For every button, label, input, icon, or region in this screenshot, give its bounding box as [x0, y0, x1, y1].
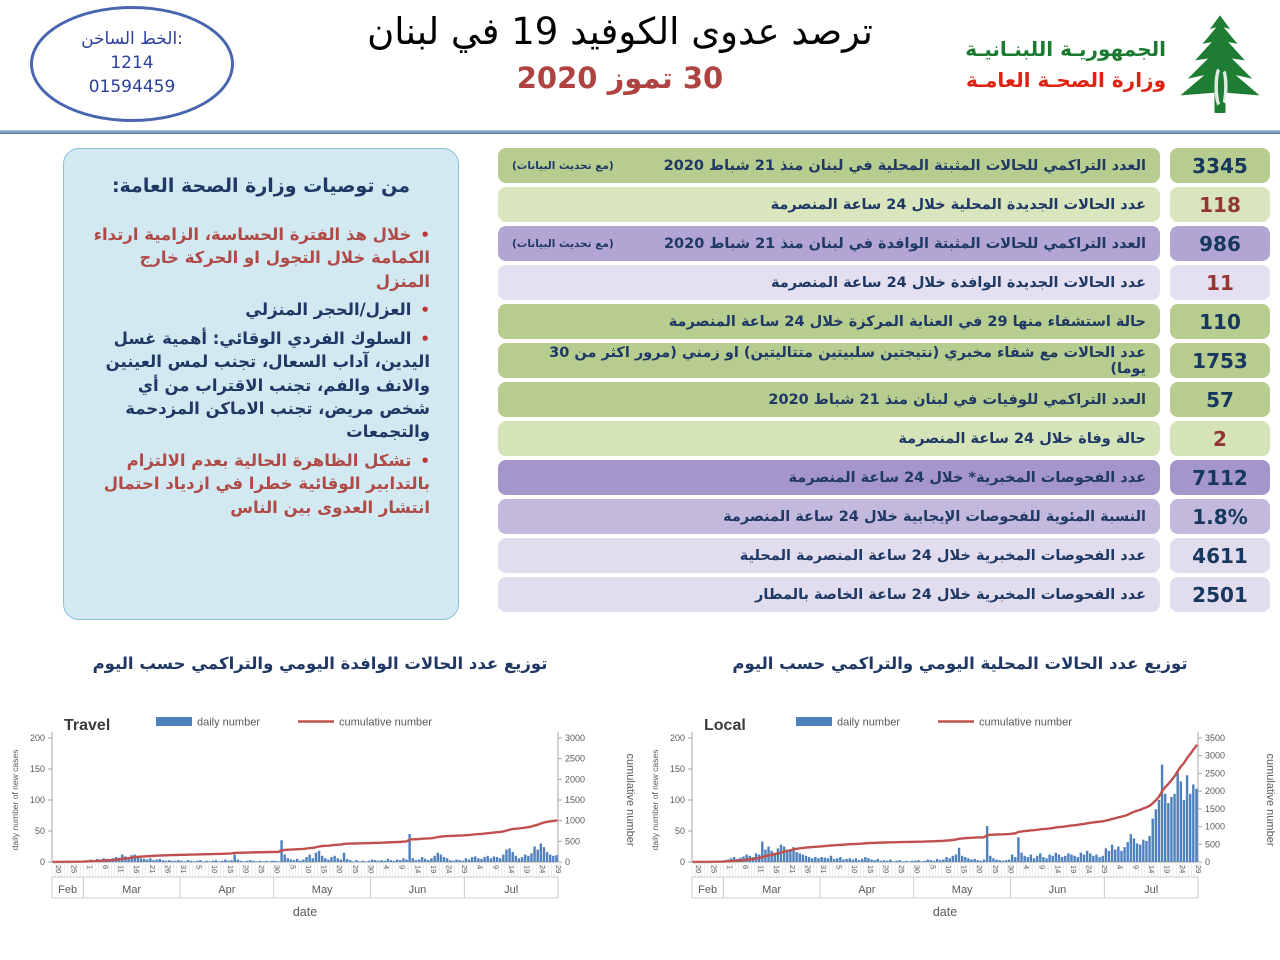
recommendations-list — [86, 223, 436, 519]
svg-text:11: 11 — [756, 865, 766, 873]
title-block — [290, 10, 950, 95]
recommendation-item: • تشكل الظاهرة الحالية بعدم الالتزام بالتدابير الوقائية خطرا في ازدياد احتمال انتشار العدوى بين الناس — [86, 449, 430, 519]
svg-text:21: 21 — [787, 865, 797, 874]
local-chart-svg — [646, 706, 1276, 950]
recommendations-heading: من توصيات وزارة الصحة العامة: — [111, 175, 411, 197]
svg-text:26: 26 — [803, 865, 813, 874]
svg-text:100: 100 — [29, 795, 45, 805]
svg-text:24: 24 — [1178, 865, 1188, 874]
svg-text:29: 29 — [1100, 865, 1110, 874]
svg-text:30: 30 — [912, 865, 922, 874]
svg-text:14: 14 — [1146, 865, 1156, 874]
ministry-name-line1: الجمهوريـة اللبنـانيـة — [965, 37, 1166, 61]
svg-text:daily number of new cases: daily number of new cases — [650, 749, 660, 851]
svg-text:Mar: Mar — [122, 884, 142, 896]
svg-text:24: 24 — [538, 865, 548, 874]
stats-row-value: 57 — [1170, 382, 1270, 417]
svg-text:May: May — [311, 884, 333, 896]
stats-row-value: 4611 — [1170, 538, 1270, 573]
svg-text:Mar: Mar — [762, 884, 782, 896]
svg-text:cumulative number: cumulative number — [979, 716, 1072, 729]
svg-text:20: 20 — [241, 865, 251, 874]
svg-text:cumulative number: cumulative number — [624, 753, 636, 847]
stats-row-value: 2 — [1170, 421, 1270, 456]
svg-text:0: 0 — [1205, 857, 1211, 867]
svg-text:24: 24 — [1084, 865, 1094, 874]
svg-text:15: 15 — [225, 865, 235, 874]
svg-text:26: 26 — [163, 865, 173, 874]
svg-text:11: 11 — [116, 865, 126, 873]
stats-row-value: 3345 — [1170, 148, 1270, 183]
svg-text:2500: 2500 — [1205, 768, 1226, 779]
svg-text:30: 30 — [272, 865, 282, 874]
svg-text:3000: 3000 — [565, 733, 586, 743]
recommendation-item: • السلوك الفردي الوقائي: أهمية غسل اليدين، آداب السعال، تجنب لمس العينين والانف والفم، تجنب الاقتراب من أي شخص مريض، تجنب الاماكن المزدحمة والتجمعات — [86, 327, 430, 444]
svg-text:5: 5 — [194, 865, 204, 870]
stats-row-label: عدد الحالات الجديدة الوافدة خلال 24 ساعة المنصرمة — [498, 265, 1160, 300]
svg-text:daily number of new cases: daily number of new cases — [10, 749, 20, 851]
stats-row — [498, 148, 1270, 183]
svg-text:9: 9 — [491, 865, 501, 870]
svg-text:19: 19 — [428, 865, 438, 874]
svg-text:Travel: Travel — [64, 717, 111, 734]
recommendations-box — [63, 148, 459, 620]
svg-text:3000: 3000 — [1205, 750, 1226, 761]
svg-text:Apr: Apr — [858, 884, 876, 896]
hotline-box — [30, 6, 234, 122]
stats-row — [498, 499, 1270, 534]
stats-row — [498, 382, 1270, 417]
svg-text:16: 16 — [772, 865, 782, 874]
svg-text:50: 50 — [674, 826, 685, 836]
svg-text:Jul: Jul — [504, 884, 519, 896]
svg-text:10: 10 — [850, 865, 860, 874]
svg-text:May: May — [951, 884, 973, 896]
svg-text:19: 19 — [522, 865, 532, 874]
svg-text:25: 25 — [990, 865, 1000, 874]
svg-text:3500: 3500 — [1205, 733, 1226, 743]
svg-text:0: 0 — [679, 857, 685, 867]
stats-row-value: 2501 — [1170, 577, 1270, 612]
svg-text:20: 20 — [335, 865, 345, 874]
svg-text:1: 1 — [85, 865, 95, 870]
svg-text:20: 20 — [881, 865, 891, 874]
svg-text:6: 6 — [100, 865, 110, 870]
svg-text:0: 0 — [39, 857, 45, 867]
stats-row — [498, 538, 1270, 573]
stats-row-label: عدد الفحوصات المخبرية* خلال 24 ساعة المنصرمة — [498, 460, 1160, 495]
svg-text:50: 50 — [34, 826, 45, 836]
svg-text:10: 10 — [210, 865, 220, 874]
svg-text:20: 20 — [694, 865, 704, 874]
svg-text:19: 19 — [1068, 865, 1078, 874]
stats-row-label: عدد الفحوصات المخبرية خلال 24 ساعة الخاصة بالمطار — [498, 577, 1160, 612]
local-chart — [646, 706, 1276, 950]
stats-row — [498, 577, 1270, 612]
svg-text:25: 25 — [69, 865, 79, 874]
svg-text:500: 500 — [1205, 839, 1221, 850]
svg-text:0: 0 — [565, 857, 571, 867]
stats-row-value: 7112 — [1170, 460, 1270, 495]
stats-row-label: العدد التراكمي للوفيات في لبنان منذ 21 شباط 2020 — [498, 382, 1160, 417]
svg-text:16: 16 — [132, 865, 142, 874]
svg-text:30: 30 — [1006, 865, 1016, 874]
stats-row-value: 118 — [1170, 187, 1270, 222]
svg-text:25: 25 — [897, 865, 907, 874]
svg-text:29: 29 — [553, 865, 563, 874]
svg-text:1500: 1500 — [565, 795, 586, 805]
svg-text:1000: 1000 — [1205, 821, 1226, 832]
svg-text:5: 5 — [834, 865, 844, 870]
stats-row-label: العدد التراكمي للحالات المثبتة المحلية في لبنان منذ 21 شباط 2020 (مع تحديث البيانات) — [498, 148, 1160, 183]
stats-row — [498, 460, 1270, 495]
svg-text:14: 14 — [413, 865, 423, 874]
svg-text:25: 25 — [257, 865, 267, 874]
ministry-name-line2: وزارة الصحـة العامـة — [965, 68, 1166, 92]
ministry-logo-block — [965, 12, 1266, 118]
svg-text:10: 10 — [943, 865, 953, 874]
svg-text:Jun: Jun — [1048, 884, 1067, 896]
header-divider — [0, 130, 1280, 134]
local-chart-title-ar: توزيع عدد الحالات المحلية اليومي والتراكمي حسب اليوم — [732, 654, 1188, 673]
svg-text:500: 500 — [565, 836, 581, 847]
stats-row-label: العدد التراكمي للحالات المثبتة الوافدة في لبنان منذ 21 شباط 2020 (مع تحديث البيانات) — [498, 226, 1160, 261]
svg-text:Apr: Apr — [218, 884, 236, 896]
svg-text:30: 30 — [366, 865, 376, 874]
svg-text:1000: 1000 — [565, 815, 586, 826]
recommendation-item: • العزل/الحجر المنزلي — [86, 298, 430, 321]
hotline-number-long: 01594459 — [88, 76, 176, 97]
svg-text:2500: 2500 — [565, 753, 586, 764]
svg-text:100: 100 — [669, 795, 685, 805]
stats-row-value: 1.8% — [1170, 499, 1270, 534]
svg-text:daily number: daily number — [837, 716, 900, 729]
svg-text:15: 15 — [319, 865, 329, 874]
svg-text:date: date — [292, 905, 318, 919]
svg-text:14: 14 — [1053, 865, 1063, 874]
stats-row — [498, 226, 1270, 261]
svg-text:1500: 1500 — [1205, 803, 1226, 814]
svg-text:29: 29 — [460, 865, 470, 874]
travel-chart — [6, 706, 636, 950]
svg-text:date: date — [932, 905, 958, 919]
svg-text:20: 20 — [54, 865, 64, 874]
svg-text:29: 29 — [1193, 865, 1203, 874]
hotline-number-short: 1214 — [110, 53, 154, 74]
svg-text:4: 4 — [1022, 865, 1032, 870]
stats-row-value: 1753 — [1170, 343, 1270, 378]
svg-text:25: 25 — [350, 865, 360, 874]
svg-text:10: 10 — [303, 865, 313, 874]
svg-text:2000: 2000 — [565, 774, 586, 785]
svg-text:150: 150 — [669, 764, 685, 774]
svg-text:5: 5 — [928, 865, 938, 870]
svg-text:4: 4 — [1115, 865, 1125, 870]
stats-row — [498, 421, 1270, 456]
svg-text:4: 4 — [475, 865, 485, 870]
travel-chart-svg — [6, 706, 636, 950]
page-title: ترصد عدوى الكوفيد 19 في لبنان — [367, 10, 873, 53]
svg-text:Feb: Feb — [58, 884, 78, 896]
stats-row-label: النسبة المئوية للفحوصات الإيجابية خلال 24 ساعة المنصرمة — [498, 499, 1160, 534]
stats-row — [498, 343, 1270, 378]
svg-text:2000: 2000 — [1205, 786, 1226, 797]
stats-row-label: عدد الحالات مع شفاء مخبري (نتيجتين سلبيتين متتاليتين) او زمني (مرور اكثر من 30 يوما) — [498, 343, 1160, 378]
svg-text:5: 5 — [288, 865, 298, 870]
svg-text:Local: Local — [704, 717, 746, 734]
svg-text:9: 9 — [1037, 865, 1047, 870]
svg-text:25: 25 — [709, 865, 719, 874]
svg-text:1: 1 — [725, 865, 735, 870]
svg-text:6: 6 — [740, 865, 750, 870]
svg-text:31: 31 — [819, 865, 828, 874]
svg-text:9: 9 — [1131, 865, 1141, 870]
svg-text:15: 15 — [865, 865, 875, 874]
svg-text:21: 21 — [147, 865, 157, 874]
svg-text:9: 9 — [397, 865, 407, 870]
stats-row-value: 110 — [1170, 304, 1270, 339]
stats-row-label: عدد الفحوصات المخبرية خلال 24 ساعة المنصرمة المحلية — [498, 538, 1160, 573]
svg-text:Jun: Jun — [408, 884, 427, 896]
recommendation-item: • خلال هذ الفترة الحساسة، الزامية ارتداء الكمامة خلال التجول او الحركة خارج المنزل — [86, 223, 430, 293]
svg-text:14: 14 — [506, 865, 516, 874]
svg-text:daily number: daily number — [197, 716, 260, 729]
report-date: 30 تموز 2020 — [516, 61, 724, 95]
stats-row — [498, 187, 1270, 222]
svg-text:cumulative number: cumulative number — [339, 716, 432, 729]
stats-row-label: حالة استشفاء منها 29 في العناية المركزة خلال 24 ساعة المنصرمة — [498, 304, 1160, 339]
svg-text:200: 200 — [669, 733, 685, 743]
stats-row-value: 986 — [1170, 226, 1270, 261]
stats-row-label: عدد الحالات الجديدة المحلية خلال 24 ساعة المنصرمة — [498, 187, 1160, 222]
hotline-label: الخط الساخن: — [81, 29, 183, 50]
stats-row — [498, 265, 1270, 300]
svg-text:19: 19 — [1162, 865, 1172, 874]
svg-text:Jul: Jul — [1144, 884, 1159, 896]
svg-text:24: 24 — [444, 865, 454, 874]
stats-table — [498, 148, 1270, 612]
svg-text:200: 200 — [29, 733, 45, 743]
svg-text:150: 150 — [29, 764, 45, 774]
svg-text:20: 20 — [975, 865, 985, 874]
svg-text:cumulative number: cumulative number — [1264, 753, 1276, 847]
ministry-name — [965, 34, 1166, 96]
stats-row-label: حالة وفاة خلال 24 ساعة المنصرمة — [498, 421, 1160, 456]
stats-row — [498, 304, 1270, 339]
cedar-tree-icon — [1174, 12, 1266, 118]
stats-row-value: 11 — [1170, 265, 1270, 300]
svg-text:15: 15 — [959, 865, 969, 874]
svg-text:31: 31 — [179, 865, 188, 874]
svg-text:Feb: Feb — [698, 884, 718, 896]
travel-chart-title-ar: توزيع عدد الحالات الوافدة اليومي والتراكمي حسب اليوم — [92, 654, 548, 673]
svg-text:4: 4 — [382, 865, 392, 870]
